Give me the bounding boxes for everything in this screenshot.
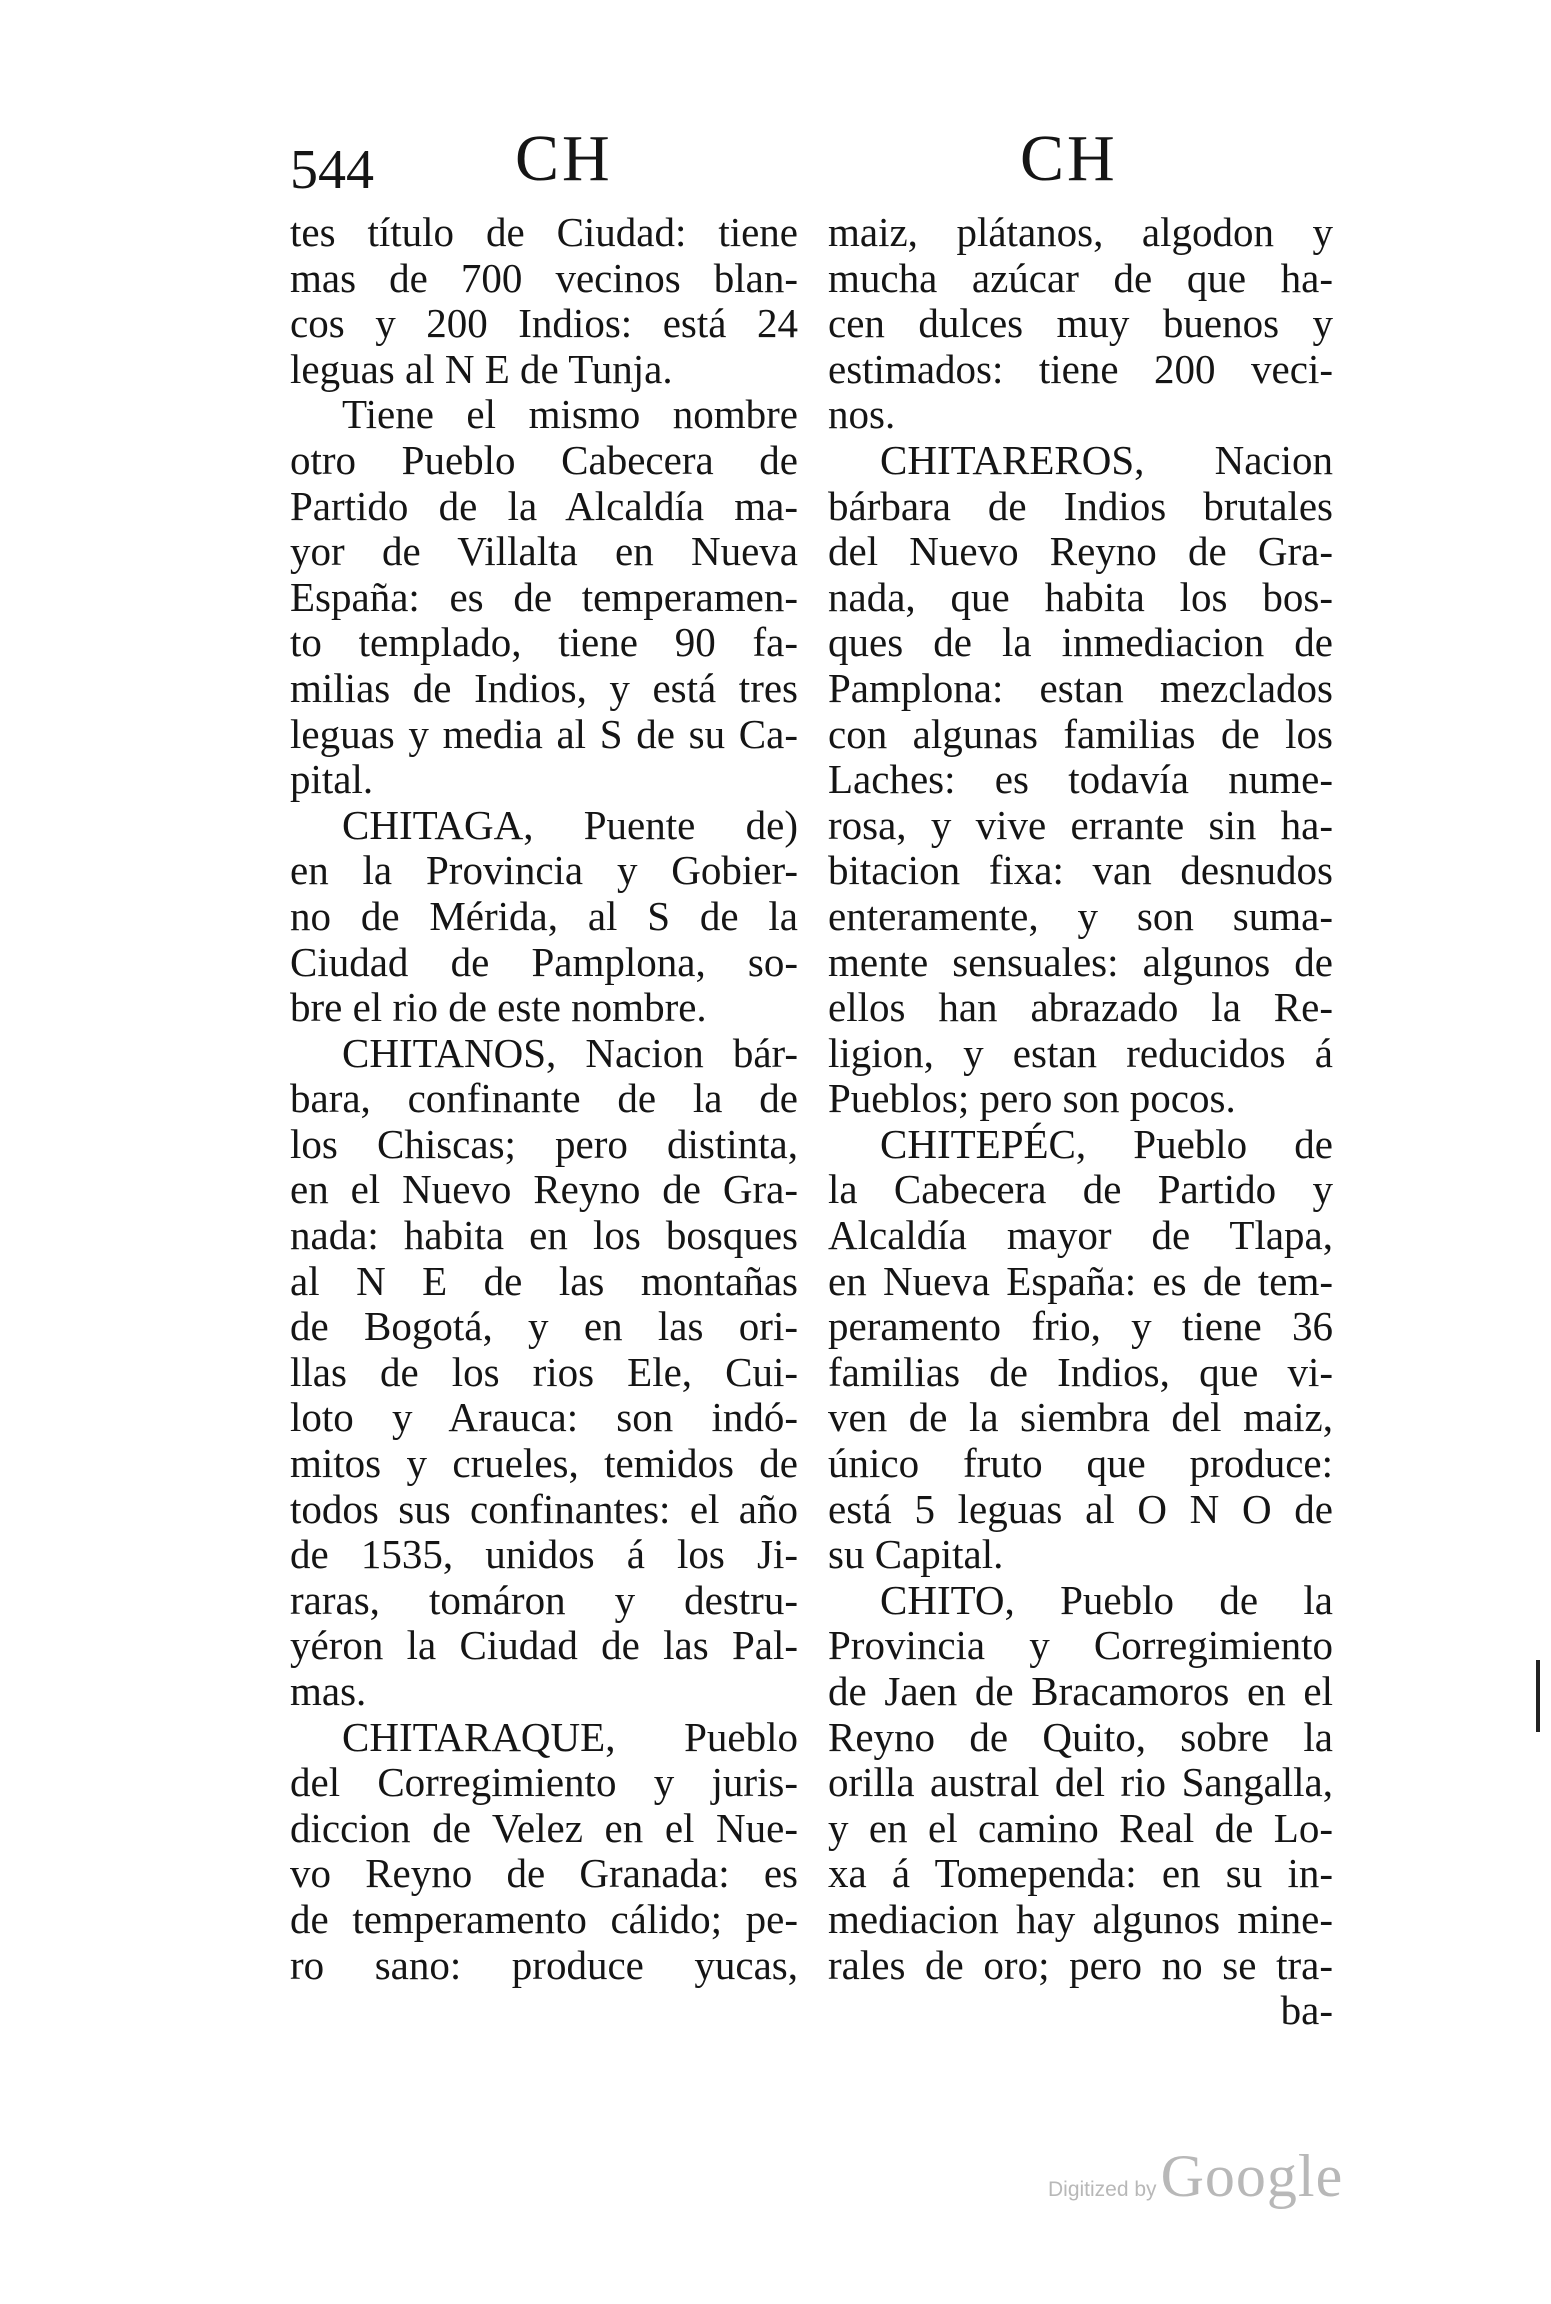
text-line: estimados: tiene 200 veci- (828, 345, 1333, 392)
text-line: Pamplona: estan mezclados (828, 664, 1333, 711)
text-line: del Nuevo Reyno de Gra- (828, 528, 1333, 575)
text-line: ven de la siembra del maiz, (828, 1394, 1333, 1441)
text-line: leguas al N E de Tunja. (290, 345, 673, 392)
text-line: nada: habita en los bosques (290, 1212, 798, 1259)
text-line: llas de los rios Ele, Cui- (290, 1348, 798, 1395)
text-line: del Corregimiento y juris- (290, 1759, 798, 1806)
text-line: la Cabecera de Partido y (828, 1166, 1333, 1213)
text-line: su Capital. (828, 1531, 1004, 1578)
text-column-right (828, 210, 1333, 2034)
text-line: nada, que habita los bos- (828, 573, 1333, 620)
text-line: bárbara de Indios brutales (828, 482, 1333, 529)
running-head-left: CH (515, 122, 613, 195)
text-line: loto y Arauca: son indó- (290, 1394, 798, 1441)
text-line: ro sano: produce yucas, (290, 1941, 798, 1988)
text-line: España: es de temperamen- (290, 573, 798, 620)
text-line: bre el rio de este nombre. (290, 984, 707, 1031)
text-line: raras, tomáron y destru- (290, 1576, 798, 1623)
text-line: otro Pueblo Cabecera de (290, 436, 798, 483)
text-line: yéron la Ciudad de las Pal- (290, 1622, 798, 1669)
digitized-by-label: Digitized by (1048, 2178, 1157, 2201)
text-line: mas de 700 vecinos blan- (290, 254, 798, 301)
text-line: de 1535, unidos á los Ji- (290, 1531, 798, 1578)
text-line: nos. (828, 391, 896, 438)
text-line: CHITO, Pueblo de la (880, 1576, 1333, 1623)
text-line: ligion, y estan reducidos á (828, 1029, 1333, 1076)
text-line: al N E de las montañas (290, 1257, 798, 1304)
text-line: ques de la inmediacion de (828, 619, 1333, 666)
text-line: CHITAREROS, Nacion (880, 436, 1333, 483)
text-line: maiz, plátanos, algodon y (828, 209, 1333, 255)
text-column-left (290, 210, 798, 1988)
text-line: en la Provincia y Gobier- (290, 847, 798, 894)
text-line: familias de Indios, que vi- (828, 1348, 1333, 1395)
text-line: está 5 leguas al O N O de (828, 1485, 1333, 1532)
text-line: Partido de la Alcaldía ma- (290, 482, 798, 529)
text-line: CHITANOS, Nacion bár- (342, 1029, 798, 1076)
text-line: yor de Villalta en Nueva (290, 528, 798, 575)
text-line: Alcaldía mayor de Tlapa, (828, 1212, 1333, 1259)
text-line: mente sensuales: algunos de (828, 938, 1333, 985)
text-line: Provincia y Corregimiento (828, 1622, 1333, 1669)
text-line: bara, confinante de la de (290, 1075, 798, 1122)
text-line: ba- (1280, 1987, 1333, 2034)
margin-mark (1536, 1660, 1540, 1732)
text-line: en el Nuevo Reyno de Gra- (290, 1166, 798, 1213)
text-line: vo Reyno de Granada: es (290, 1850, 798, 1897)
text-line: mucha azúcar de que ha- (828, 254, 1333, 301)
text-line: CHITEPÉC, Pueblo de (880, 1120, 1333, 1167)
text-line: con algunas familias de los (828, 710, 1333, 757)
google-wordmark: Google (1160, 2143, 1344, 2209)
text-line: único fruto que produce: (828, 1440, 1333, 1487)
text-line: pital. (290, 756, 374, 803)
text-line: orilla austral del rio Sangalla, (828, 1759, 1333, 1806)
text-line: to templado, tiene 90 fa- (290, 619, 798, 666)
text-line: CHITAGA, Puente de) (342, 801, 798, 848)
text-line: mas. (290, 1668, 367, 1714)
text-line: Pueblos; pero son pocos. (828, 1075, 1236, 1122)
text-line: cos y 200 Indios: está 24 (290, 300, 798, 347)
text-line: bitacion fixa: van desnudos (828, 847, 1333, 894)
text-line: ellos han abrazado la Re- (828, 984, 1333, 1031)
text-line: rales de oro; pero no se tra- (828, 1941, 1333, 1988)
text-line: Laches: es todavía nume- (828, 756, 1333, 803)
text-line: de Jaen de Bracamoros en el (828, 1668, 1333, 1714)
text-line: mediacion hay algunos mine- (828, 1895, 1333, 1942)
text-line: no de Mérida, al S de la (290, 892, 798, 939)
text-line: mitos y crueles, temidos de (290, 1440, 798, 1487)
text-line: leguas y media al S de su Ca- (290, 710, 798, 757)
text-line: xa á Tomependa: en su in- (828, 1850, 1333, 1897)
text-line: de temperamento cálido; pe- (290, 1895, 798, 1942)
text-line: peramento frio, y tiene 36 (828, 1303, 1333, 1350)
text-line: todos sus confinantes: el año (290, 1485, 798, 1532)
text-line: Ciudad de Pamplona, so- (290, 938, 798, 985)
text-line: Tiene el mismo nombre (342, 391, 798, 438)
text-line: de Bogotá, y en las ori- (290, 1303, 798, 1350)
digitized-by-watermark (1048, 2142, 1343, 2211)
text-line: los Chiscas; pero distinta, (290, 1120, 798, 1167)
text-line: milias de Indios, y está tres (290, 664, 798, 711)
text-line: CHITARAQUE, Pueblo (342, 1713, 798, 1760)
text-line: tes título de Ciudad: tiene (290, 209, 798, 255)
page-number: 544 (290, 139, 374, 201)
text-line: y en el camino Real de Lo- (828, 1804, 1333, 1851)
text-line: rosa, y vive errante sin ha- (828, 801, 1333, 848)
text-line: Reyno de Quito, sobre la (828, 1713, 1333, 1760)
running-head-right: CH (1020, 122, 1118, 195)
text-line: diccion de Velez en el Nue- (290, 1804, 798, 1851)
text-line: enteramente, y son suma- (828, 892, 1333, 939)
text-line: cen dulces muy buenos y (828, 300, 1333, 347)
text-line: en Nueva España: es de tem- (828, 1257, 1333, 1304)
